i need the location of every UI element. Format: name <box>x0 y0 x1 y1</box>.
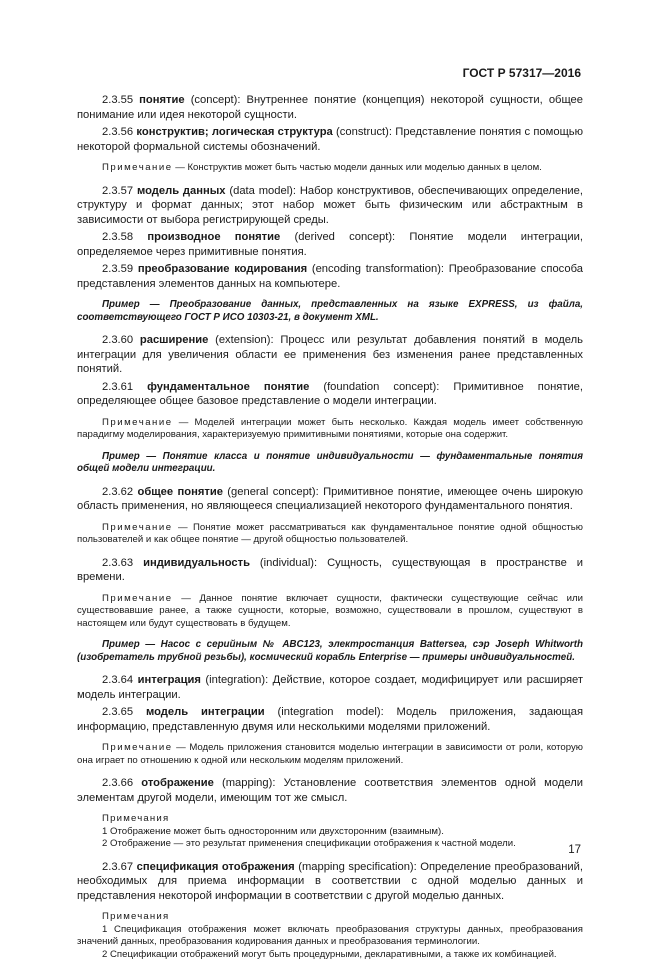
example: Пример — Понятие класса и понятие индивидуальности — фундаментальные понятия общей модели интеграции. <box>77 450 583 474</box>
term-entry: 2.3.57 модель данных (data model): Набор конструктивов, обеспечивающих определение, структуру и формат данных; этот набор может быть физическим или абстрактным в зависимости от выбора регистрирующей среды. <box>77 184 583 226</box>
term-entry: 2.3.56 конструктив; логическая структура (construct): Представление понятия с помощью некоторой формальной системы обозначений. <box>77 126 583 153</box>
term-entry: 2.3.62 общее понятие (general concept): Примитивное понятие, имеющее очень широкую область применения, но являющееся специализацией некоторого фундаментального понятия. <box>77 485 583 512</box>
note: Примечание — Модель приложения становится моделью интеграции в зависимости от роли, которую она играет по отношению к одной или нескольким моделям приложений. <box>77 742 583 766</box>
document-body <box>77 93 583 970</box>
term-entry: 2.3.58 производное понятие (derived concept): Понятие модели интеграции, определяемое через примитивные понятия. <box>77 231 583 258</box>
term-entry: 2.3.66 отображение (mapping): Установление соответствия элементов одной модели элементам другой модели, имеющим тот же смысл. <box>77 777 583 804</box>
note: Примечание — Конструктив может быть частью модели данных или моделью данных в целом. <box>102 162 542 173</box>
term-entry: 2.3.60 расширение (extension): Процесс или результат добавления понятий в модель интеграции для увеличения области ее применения без изменения ранее представленных понятий. <box>77 334 583 375</box>
term-entry: 2.3.61 фундаментальное понятие (foundation concept): Примитивное понятие, определяющее общее базовое представление о модели интеграции. <box>77 380 584 407</box>
notes-block <box>77 813 583 851</box>
note-item: 1 Отображение может быть односторонним или двухсторонним (взаимным). <box>102 825 444 837</box>
notes-block <box>77 911 583 961</box>
example: Пример — Насос с серийным № ABC123, электростанция Battersea, сэр Joseph Whitworth (изобретатель трубной резьбы), космический корабль Enterprise — примеры индивидуальностей. <box>77 639 583 663</box>
note-item: 2 Спецификации отображений могут быть процедурными, декларативными, а также их комбинацией. <box>102 948 557 960</box>
page-number: 17 <box>568 844 581 856</box>
note: Примечание — Данное понятие включает сущности, фактически существующие сейчас или существовавшие ранее, а также сущности, которые, возможно, существовали в прошлом, существуют в настоящем или будут существовать в будущем. <box>77 592 583 629</box>
term-entry: 2.3.67 спецификация отображения (mapping specification): Определение преобразований, необходимых для приема информации в соответствии с одной моделью данных и представления некоторой информации в соответствии с другой моделью данных. <box>77 860 583 902</box>
term-entry: 2.3.65 модель интеграции (integration model): Модель приложения, задающая информацию, представленную двумя или несколькими моделями приложений. <box>77 706 584 733</box>
note-item: 1 Спецификация отображения может включать преобразования структуры данных, преобразования значений данных, преобразования кодирования данных и преобразования терминологии. <box>77 923 583 947</box>
note-item: 2 Отображение — это результат применения спецификации отображения к частной модели. <box>102 838 516 849</box>
notes-heading: Примечания <box>102 911 170 922</box>
term-entry: 2.3.55 понятие (concept): Внутреннее понятие (концепция) некоторой сущности, общее понимание или идея некоторой сущности. <box>77 94 583 121</box>
term-entry: 2.3.64 интеграция (integration): Действие, которое создает, модифицирует или расширяет модель интеграции. <box>77 674 583 701</box>
example: Пример — Преобразование данных, представленных на языке EXPRESS, из файла, соответствующего ГОСТ Р ИСО 10303-21, в документ XML. <box>77 299 583 323</box>
notes-heading: Примечания <box>102 813 170 824</box>
term-entry: 2.3.63 индивидуальность (individual): Сущность, существующая в пространстве и времени. <box>77 556 583 583</box>
note: Примечание — Понятие может рассматриваться как фундаментальное понятие одной общностью пользователей и как общее понятие — другой общностью пользователей. <box>77 521 583 545</box>
note: Примечание — Моделей интеграции может быть несколько. Каждая модель имеет собственную парадигму моделирования, характеризуемую примитивными понятиями, которые она содержит. <box>77 416 583 440</box>
term-entry: 2.3.59 преобразование кодирования (encoding transformation): Преобразование способа представления элементов данных на компьютере. <box>77 263 583 290</box>
document-header: ГОСТ Р 57317—2016 <box>462 66 581 80</box>
